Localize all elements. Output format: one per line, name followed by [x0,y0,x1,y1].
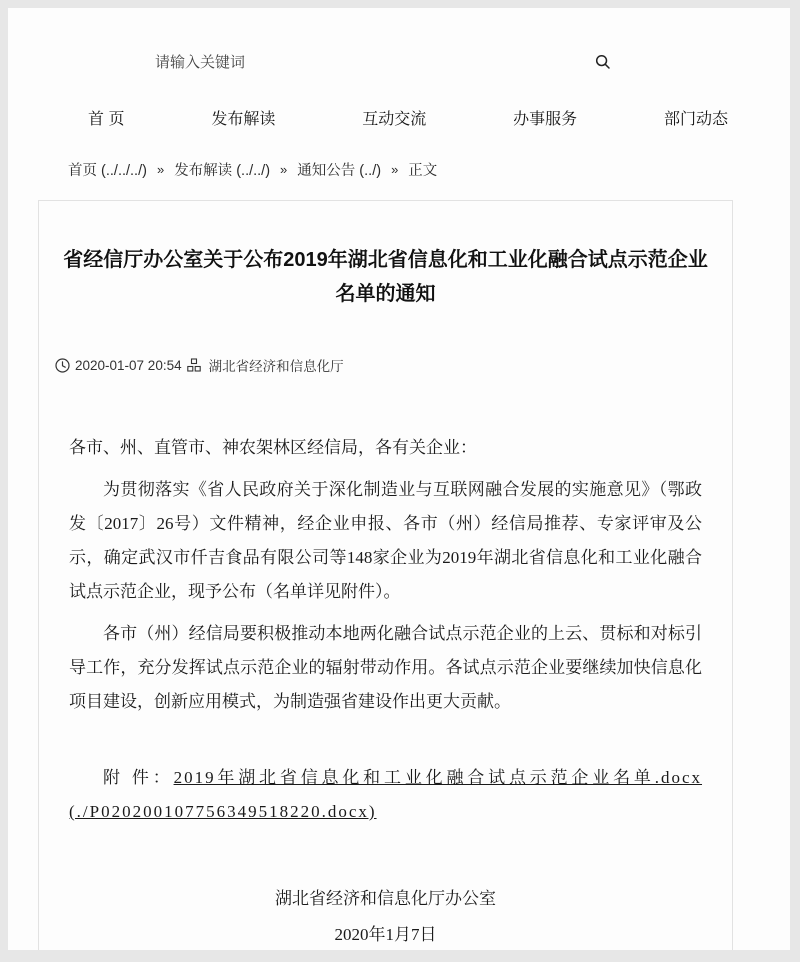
breadcrumb-separator: » [391,162,399,177]
nav-item-services[interactable]: 办事服务 [513,111,578,128]
attachment-link[interactable]: 2019年湖北省信息化和工业化融合试点示范企业名单.docx (./P020200107756349518220.docx) [69,768,703,821]
article-container [38,200,733,950]
search-icon [595,58,611,73]
main-nav [8,106,790,129]
signature-block [69,881,702,950]
nav-item-department-news[interactable]: 部门动态 [663,111,728,128]
page [8,8,790,950]
paragraph-body-1: 为贯彻落实《省人民政府关于深化制造业与互联网融合发展的实施意见》（鄂政发〔2017〕26号）文件精神，经企业申报、各市（州）经信局推荐、专家评审及公示，确定武汉市仟吉食品有限公司等148家企业为2019年湖北省信息化和工业化融合试点示范企业，现予公布（名单详见附件）。 [69,480,702,601]
search-button[interactable] [593,52,613,72]
attachment-label: 附 件： [103,768,174,787]
publish-datetime: 2020-01-07 20:54 [75,357,182,373]
paragraph-body-2: 各市（州）经信局要积极推动本地两化融合试点示范企业的上云、贯标和对标引导工作，充分发挥试点示范企业的辐射带动作用。各试点示范企业要继续加快信息化项目建设，创新应用模式，为制造强省建设作出更大贡献。 [69,624,702,711]
breadcrumb-separator: » [280,162,288,177]
attachment-line [69,761,702,829]
nav-item-release[interactable]: 发布解读 [211,111,276,128]
search-input[interactable] [155,54,585,71]
document-body [39,431,732,950]
breadcrumb-current: 正文 [408,163,438,179]
signature-date: 2020年1月7日 [334,925,437,944]
clock-icon [55,358,70,373]
search-bar [8,8,790,72]
breadcrumb-release[interactable]: 发布解读 (../../) [174,163,271,179]
nav-item-home[interactable]: 首 页 [88,111,125,128]
article-title: 省经信厅办公室关于公布2019年湖北省信息化和工业化融合试点示范企业名单的通知 [63,249,708,305]
breadcrumb-separator: » [156,162,165,177]
organization-icon [187,358,201,372]
nav-item-interaction[interactable]: 互动交流 [362,111,427,128]
breadcrumb-notices[interactable]: 通知公告 (../) [297,163,382,179]
signature-office: 湖北省经济和信息化厅办公室 [275,889,496,908]
publish-source: 湖北省经济和信息化厅 [208,359,344,374]
breadcrumb-home[interactable]: 首页 (../../../) [68,163,147,179]
article-meta [55,355,732,375]
breadcrumb [68,159,790,180]
paragraph-salutation: 各市、州、直管市、神农架林区经信局，各有关企业： [69,438,477,457]
